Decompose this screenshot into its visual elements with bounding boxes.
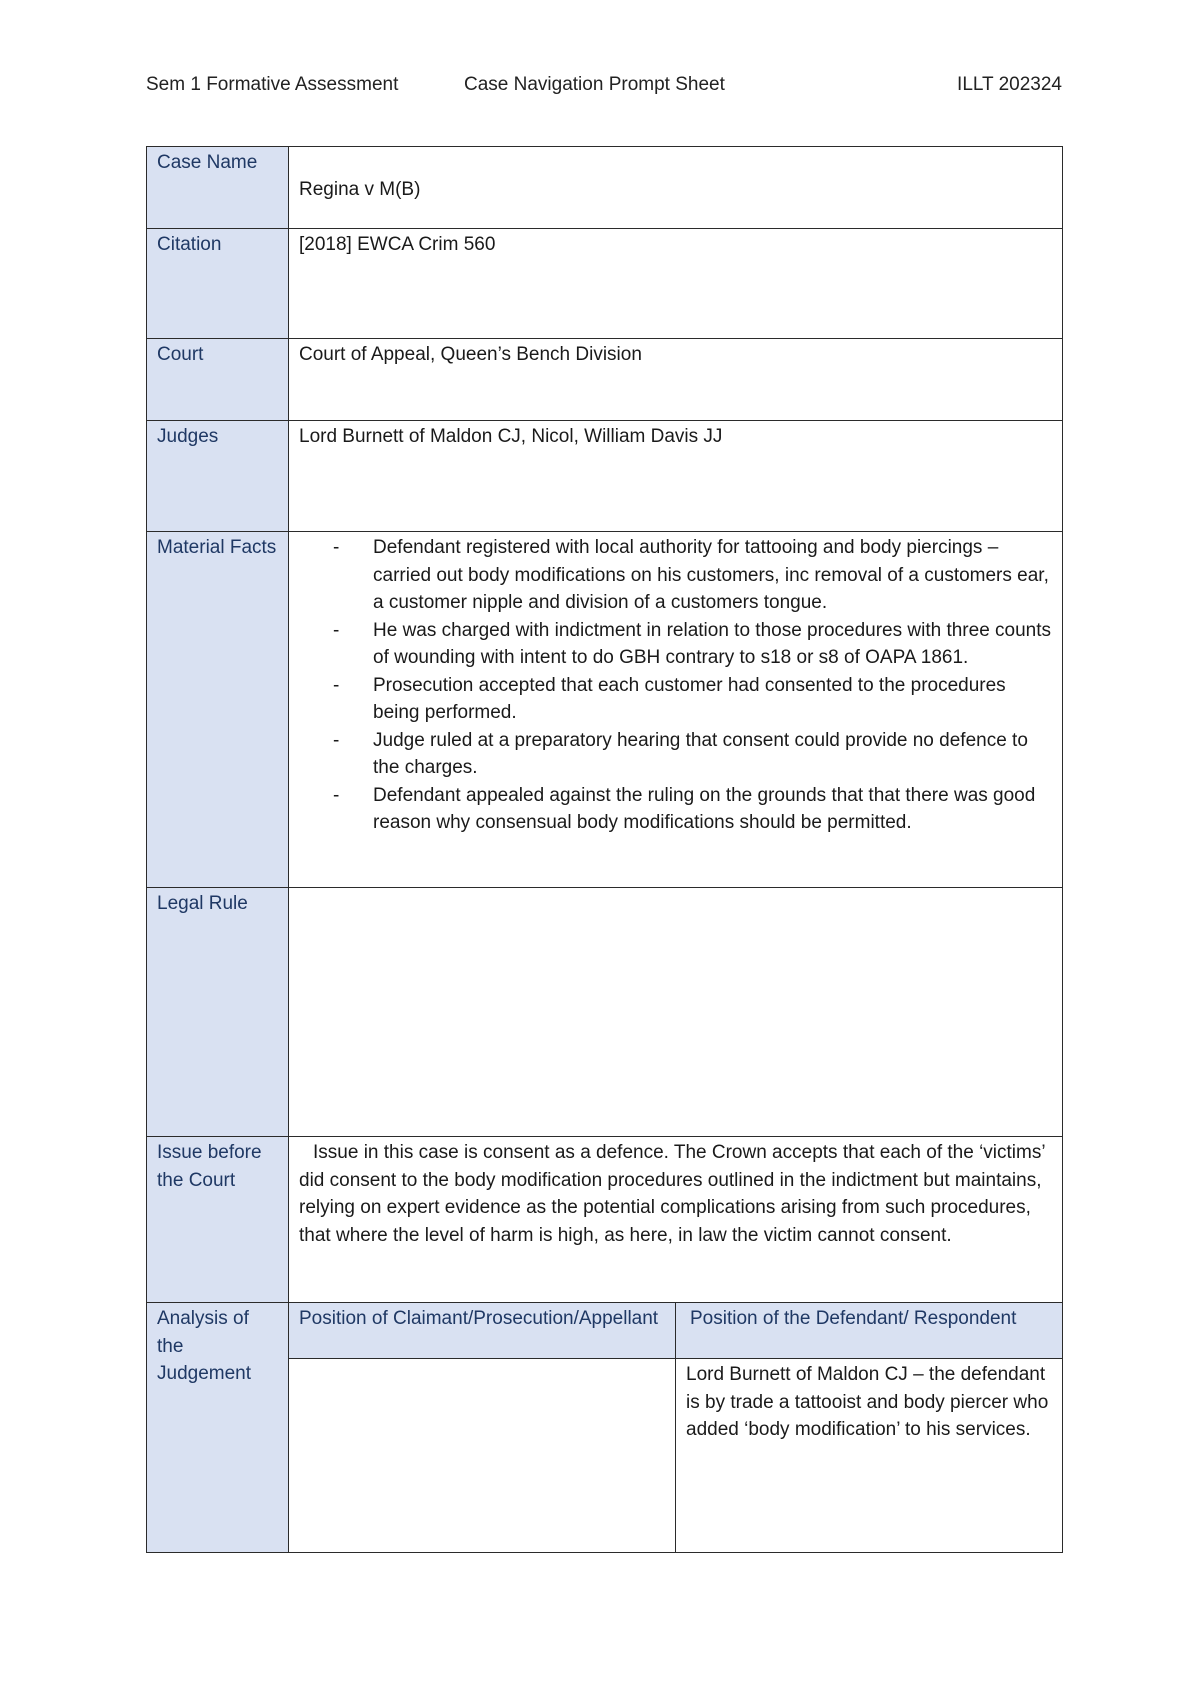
row-judges — [147, 421, 1063, 532]
analysis-label: Analysis of the Judgement — [147, 1303, 289, 1553]
case-name-cell[interactable] — [289, 147, 1063, 229]
fact-item: - Defendant registered with local authority for tattooing and body piercings – carried out body modifications on his customers, inc removal of a customers ear, a customer nipple and division of a customers tongue. — [373, 534, 1052, 617]
row-material-facts — [147, 532, 1063, 888]
row-issue — [147, 1137, 1063, 1303]
header-module-code: ILLT 202324 — [957, 74, 1062, 95]
page-header — [146, 74, 1062, 100]
judges-cell[interactable] — [289, 421, 1063, 532]
judges-value: Lord Burnett of Maldon CJ, Nicol, William Davis JJ — [299, 426, 723, 447]
case-name-label: Case Name — [147, 147, 289, 229]
material-facts-label: Material Facts — [147, 532, 289, 888]
defendant-position-heading: Position of the Defendant/ Respondent — [676, 1303, 1063, 1359]
court-value: Court of Appeal, Queen’s Bench Division — [299, 344, 642, 365]
row-citation — [147, 229, 1063, 339]
row-legal-rule — [147, 888, 1063, 1137]
issue-label: Issue before the Court — [147, 1137, 289, 1303]
fact-item: - Defendant appealed against the ruling on the grounds that that there was good reason why consensual body modifications should be permitted. — [373, 782, 1052, 837]
court-cell[interactable] — [289, 339, 1063, 421]
header-assessment-title: Sem 1 Formative Assessment — [146, 74, 399, 95]
row-analysis-headings — [147, 1303, 1063, 1359]
defendant-position-text: Lord Burnett of Maldon CJ – the defendant is by trade a tattooist and body piercer who added ‘body modification’ to his services. — [686, 1364, 1049, 1440]
fact-item: - Judge ruled at a preparatory hearing that consent could provide no defence to the charges. — [373, 727, 1052, 782]
claimant-position-cell[interactable] — [289, 1359, 676, 1553]
material-facts-cell[interactable] — [289, 532, 1063, 888]
case-navigation-table — [146, 146, 1063, 1553]
fact-item: - He was charged with indictment in relation to those procedures with three counts of wounding with intent to do GBH contrary to s18 or s8 of OAPA 1861. — [373, 617, 1052, 672]
legal-rule-label: Legal Rule — [147, 888, 289, 1137]
claimant-position-heading: Position of Claimant/Prosecution/Appellant — [289, 1303, 676, 1359]
row-case-name — [147, 147, 1063, 229]
citation-value: [2018] EWCA Crim 560 — [299, 234, 496, 255]
fact-item: - Prosecution accepted that each customer had consented to the procedures being performed. — [373, 672, 1052, 727]
defendant-position-cell[interactable] — [676, 1359, 1063, 1553]
court-label: Court — [147, 339, 289, 421]
judges-label: Judges — [147, 421, 289, 532]
header-sheet-title: Case Navigation Prompt Sheet — [464, 74, 725, 95]
row-court — [147, 339, 1063, 421]
legal-rule-cell[interactable] — [289, 888, 1063, 1137]
issue-value: Issue in this case is consent as a defence. The Crown accepts that each of the ‘victims’ did consent to the body modification procedures outlined in the indictment but maintains, relying on expert evidence as the potential complications arising from such procedures, that where the level of harm is high, as here, in law the victim cannot consent. — [299, 1142, 1045, 1246]
material-facts-list — [299, 534, 1052, 837]
citation-label: Citation — [147, 229, 289, 339]
case-name-value: Regina v M(B) — [299, 179, 421, 200]
citation-cell[interactable] — [289, 229, 1063, 339]
issue-cell[interactable] — [289, 1137, 1063, 1303]
